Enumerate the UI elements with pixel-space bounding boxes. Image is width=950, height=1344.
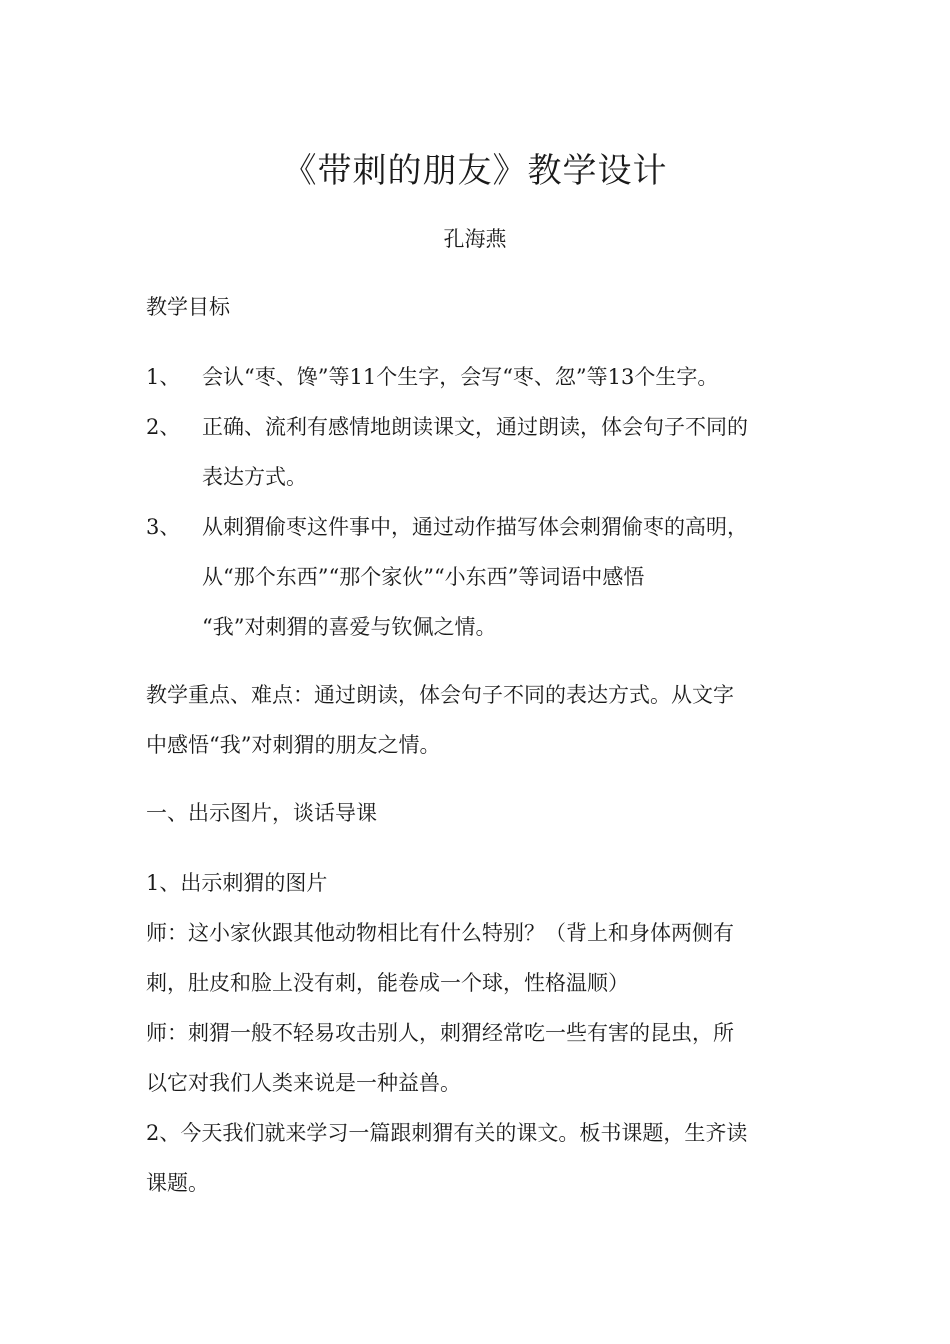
objective-2-line-2: 表达方式。	[202, 465, 307, 489]
objective-number-3: 3、	[146, 515, 181, 539]
objective-3-line-1: 从刺猬偷枣这件事中，通过动作描写体会刺猬偷枣的高明，	[202, 515, 748, 539]
keypoints-line-1: 教学重点、难点：通过朗读，体会句子不同的表达方式。从文字	[146, 683, 734, 707]
body-line-6: 2、今天我们就来学习一篇跟刺猬有关的课文。板书课题，生齐读	[146, 1121, 748, 1145]
document-title: 《带刺的朋友》教学设计	[282, 151, 668, 191]
objective-2-line-1: 正确、流利有感情地朗读课文，通过朗读，体会句子不同的	[202, 415, 748, 439]
body-line-2: 师：这小家伙跟其他动物相比有什么特别？（背上和身体两侧有	[146, 921, 734, 945]
body-line-3: 刺，肚皮和脸上没有刺，能卷成一个球，性格温顺）	[146, 971, 629, 995]
section-1-heading: 一、出示图片，谈话导课	[146, 801, 377, 825]
body-line-4: 师：刺猬一般不轻易攻击别人，刺猬经常吃一些有害的昆虫，所	[146, 1021, 734, 1045]
objective-number-1: 1、	[146, 365, 181, 389]
objectives-heading: 教学目标	[146, 295, 230, 319]
body-line-7: 课题。	[146, 1171, 209, 1195]
objective-3-line-3: “我”对刺猬的喜爱与钦佩之情。	[202, 615, 497, 639]
keypoints-line-2: 中感悟“我”对刺猬的朋友之情。	[146, 733, 441, 757]
author-name: 孔海燕	[443, 227, 507, 251]
objective-3-line-2: 从“那个东西”“那个家伙”“小东西”等词语中感悟	[202, 565, 645, 589]
body-line-5: 以它对我们人类来说是一种益兽。	[146, 1071, 461, 1095]
objective-1-line-1: 会认“枣、馋”等11个生字，会写“枣、忽”等13个生字。	[202, 365, 719, 389]
body-line-1: 1、出示刺猬的图片	[146, 871, 328, 895]
objective-number-2: 2、	[146, 415, 181, 439]
